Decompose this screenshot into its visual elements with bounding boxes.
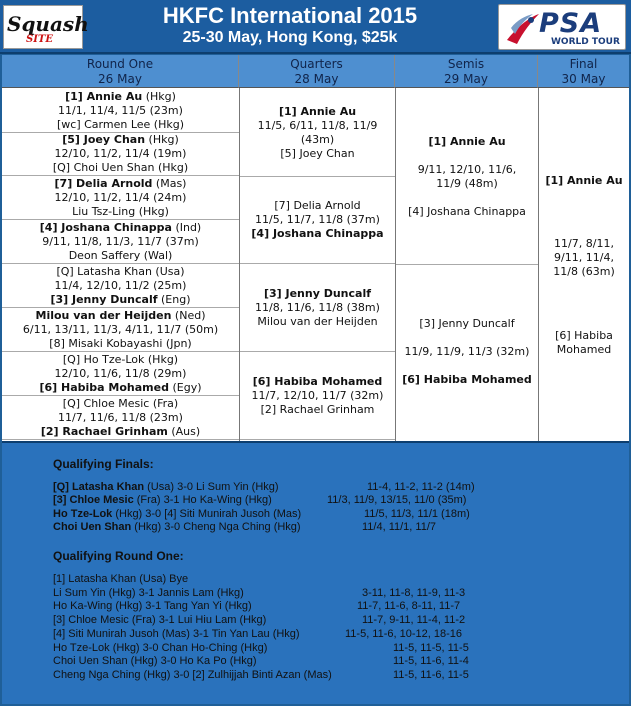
qualifying-round-one-result: Li Sum Yin (Hkg) 3-1 Jannis Lam (Hkg) <box>53 587 244 599</box>
winner-name: Milou van der Heijden <box>35 308 172 322</box>
qualifying-round-one-result: [4] Siti Munirah Jusoh (Mas) 3-1 Tin Yan Lau (Hkg) <box>53 628 300 640</box>
qualifier-match: (Hkg) 3-0 [4] Siti Munirah Jusoh (Mas) <box>112 508 302 520</box>
match-score: 11/8, 11/6, 11/8 (38m) <box>255 300 380 314</box>
qualifier-match: (Usa) 3-0 Li Sum Yin (Hkg) <box>144 481 279 493</box>
match-loser: Deon Saffery (Wal) <box>68 248 173 262</box>
winner-country: (Aus) <box>171 424 201 438</box>
qualifier-score: 11-5, 11-6, 10-12, 18-16 <box>345 628 463 640</box>
final-score-line: 9/11, 11/4, <box>554 251 614 264</box>
psa-swoosh-icon <box>505 10 541 46</box>
qualifying-round-one-result: [3] Chloe Mesic (Fra) 3-1 Lui Hiu Lam (Hkg) <box>53 614 267 626</box>
qualifier-score: 11-5, 11-5, 11-5 <box>393 642 469 654</box>
column-round-label: Round One <box>86 57 154 71</box>
match-score: 12/10, 11/2, 11/4 (24m) <box>54 190 187 204</box>
match-score: 12/10, 11/6, 11/8 (29m) <box>54 366 187 380</box>
match-score: 11/5, 11/7, 11/8 (37m) <box>255 212 380 226</box>
winner-name: [1] Annie Au <box>65 89 143 103</box>
draw-bracket <box>2 55 629 441</box>
psa-logo-subtext: WORLD TOUR <box>551 37 620 47</box>
qualifying-round-one-result: Choi Uen Shan (Hkg) 3-0 Ho Ka Po (Hkg) <box>53 655 257 667</box>
match-final <box>539 89 629 441</box>
match-round-one <box>2 89 239 133</box>
match-round-one <box>2 308 239 352</box>
match-round-one <box>2 220 239 264</box>
qualifying-round-one-result: Ho Ka-Wing (Hkg) 3-1 Tang Yan Yi (Hkg) <box>53 600 252 612</box>
match-score: 11/1, 11/4, 11/5 (23m) <box>58 103 183 117</box>
final-winner: [1] Annie Au <box>545 174 623 187</box>
match-loser: [Q] Chloe Mesic (Fra) <box>62 396 179 410</box>
match-quarterfinal <box>240 264 395 352</box>
match-loser: [5] Joey Chan <box>280 146 355 160</box>
match-score: 11/7, 11/6, 11/8 (23m) <box>58 410 183 424</box>
match-loser: [wc] Carmen Lee (Hkg) <box>57 117 184 131</box>
match-semifinal <box>396 264 538 440</box>
qualifying-final-result <box>53 508 301 520</box>
match-loser: [8] Misaki Kobayashi (Jpn) <box>49 336 192 350</box>
match-loser: [3] Jenny Duncalf <box>419 317 515 330</box>
winner-country: (Hkg) <box>145 89 176 103</box>
qualifier-winner: [3] Chloe Mesic <box>53 494 134 506</box>
qualifier-score: 11-7, 9-11, 11-4, 11-2 <box>362 614 466 626</box>
winner-country: (Ned) <box>174 308 206 322</box>
match-winner <box>2 309 239 323</box>
qualifier-score: 11-4, 11-2, 11-2 (14m) <box>367 481 475 493</box>
winner-country: (Eng) <box>161 292 191 306</box>
match-round-one <box>2 176 239 220</box>
squash-site-logo[interactable] <box>3 5 89 49</box>
qualifier-score: 11-7, 11-6, 8-11, 11-7 <box>357 600 461 612</box>
match-round-one <box>2 132 239 176</box>
psa-world-tour-logo[interactable] <box>498 4 626 50</box>
winner-country: (Egy) <box>172 380 202 394</box>
match-winner <box>2 293 239 307</box>
match-loser: [Q] Latasha Khan (Usa) <box>56 264 185 278</box>
match-quarterfinal <box>240 89 395 177</box>
qualifier-score: 11-5, 11-6, 11-5 <box>393 669 469 681</box>
winner-name: [4] Joshana Chinappa <box>39 220 172 234</box>
qualifying-final-result <box>53 481 279 493</box>
match-score: 11/9 (48m) <box>436 176 498 190</box>
match-score: 11/7, 12/10, 11/7 (32m) <box>251 388 384 402</box>
qualifier-score: 11/4, 11/1, 11/7 <box>362 521 437 533</box>
match-score: 11/4, 12/10, 11/2 (25m) <box>54 278 187 292</box>
column-header-quarters <box>239 55 395 88</box>
match-winner: [1] Annie Au <box>278 104 357 118</box>
match-loser: [Q] Choi Uen Shan (Hkg) <box>52 160 189 174</box>
match-winner <box>2 425 239 439</box>
match-score: 11/5, 6/11, 11/8, 11/9 <box>257 118 378 132</box>
final-score-line: 11/7, 8/11, <box>554 237 614 250</box>
page-title: HKFC International 2015 <box>162 3 418 28</box>
qualifying-final-result <box>53 494 272 506</box>
match-score: 9/11, 12/10, 11/6, <box>417 162 517 176</box>
match-score: 9/11, 11/8, 11/3, 11/7 (37m) <box>42 234 199 248</box>
match-loser: [4] Joshana Chinappa <box>408 204 526 218</box>
column-date-label: 28 May <box>294 72 339 86</box>
page-subtitle: 25-30 May, Hong Kong, $25k <box>182 29 398 46</box>
match-round-one <box>2 352 239 396</box>
column-date-label: 26 May <box>98 72 142 86</box>
match-winner <box>2 221 239 235</box>
match-winner: [4] Joshana Chinappa <box>251 226 384 240</box>
winner-name: [7] Delia Arnold <box>54 176 153 190</box>
column-header-semis <box>395 55 538 88</box>
final-loser: Mohamed <box>556 343 612 356</box>
qualifying-final-result <box>53 521 301 533</box>
match-winner <box>2 177 239 191</box>
qualifier-winner: [Q] Latasha Khan <box>53 481 145 493</box>
header <box>0 0 631 54</box>
match-winner: [6] Habiba Mohamed <box>252 374 383 388</box>
qualifier-score: 11/5, 11/3, 11/1 (18m) <box>364 508 470 520</box>
qualifier-winner: Choi Uen Shan <box>53 521 132 533</box>
final-loser: [6] Habiba <box>555 329 613 342</box>
winner-country: (Hkg) <box>148 132 179 146</box>
qualifier-match: (Hkg) 3-0 Cheng Nga Ching (Hkg) <box>131 521 301 533</box>
column-date-label: 30 May <box>561 72 606 86</box>
logo-left-subtext: SITE <box>26 34 53 45</box>
match-score: 6/11, 13/11, 11/3, 4/11, 11/7 (50m) <box>22 322 219 336</box>
match-loser: [Q] Ho Tze-Lok (Hkg) <box>62 352 179 366</box>
column-round-label: Semis <box>447 57 485 71</box>
match-quarterfinal <box>240 352 395 440</box>
match-round-one <box>2 264 239 308</box>
qualifier-score: 11-5, 11-6, 11-4 <box>393 655 469 667</box>
qualifier-score: 3-11, 11-8, 11-9, 11-3 <box>362 587 466 599</box>
winner-country: (Mas) <box>155 176 187 190</box>
qualifying-results <box>2 441 629 704</box>
winner-name: [3] Jenny Duncalf <box>50 292 158 306</box>
winner-country: (Ind) <box>175 220 202 234</box>
final-score-line: 11/8 (63m) <box>553 265 615 278</box>
match-winner: [6] Habiba Mohamed <box>402 373 532 386</box>
match-round-one <box>2 396 239 440</box>
qualifying-round-one-heading: Qualifying Round One: <box>53 549 184 563</box>
match-winner <box>2 90 239 104</box>
match-score: 12/10, 11/2, 11/4 (19m) <box>54 146 187 160</box>
column-round-label: Quarters <box>290 57 343 71</box>
qualifying-round-one-result: Cheng Nga Ching (Hkg) 3-0 [2] Zulhijjah Binti Azan (Mas) <box>53 669 332 681</box>
qualifying-finals-heading: Qualifying Finals: <box>53 457 154 471</box>
winner-name: [5] Joey Chan <box>62 132 146 146</box>
winner-name: [2] Rachael Grinham <box>40 424 168 438</box>
match-winner: [3] Jenny Duncalf <box>263 286 372 300</box>
qualifying-round-one-result: [1] Latasha Khan (Usa) Bye <box>53 573 189 585</box>
match-score: 11/9, 11/9, 11/3 (32m) <box>404 345 530 358</box>
column-header-final <box>538 55 629 88</box>
winner-name: [6] Habiba Mohamed <box>39 380 169 394</box>
match-loser: [2] Rachael Grinham <box>260 402 375 416</box>
match-winner: [1] Annie Au <box>428 134 506 148</box>
qualifying-round-one-result: Ho Tze-Lok (Hkg) 3-0 Chan Ho-Ching (Hkg) <box>53 642 268 654</box>
qualifier-winner: Ho Tze-Lok <box>53 508 113 520</box>
column-header-round-one <box>2 55 239 88</box>
match-loser: Liu Tsz-Ling (Hkg) <box>72 204 169 218</box>
match-winner <box>2 133 239 147</box>
qualifier-score: 11/3, 11/9, 13/15, 11/0 (35m) <box>327 494 467 506</box>
match-loser: Milou van der Heijden <box>257 314 378 328</box>
qualifier-match: (Fra) 3-1 Ho Ka-Wing (Hkg) <box>133 494 272 506</box>
match-loser: [7] Delia Arnold <box>274 198 361 212</box>
match-quarterfinal <box>240 176 395 264</box>
column-date-label: 29 May <box>444 72 488 86</box>
psa-logo-text: PSA <box>539 8 603 39</box>
column-round-label: Final <box>569 57 598 71</box>
match-semifinal <box>396 89 538 265</box>
logo-left-text: Squash <box>7 12 89 36</box>
match-score: (43m) <box>300 132 335 146</box>
match-winner <box>2 381 239 395</box>
